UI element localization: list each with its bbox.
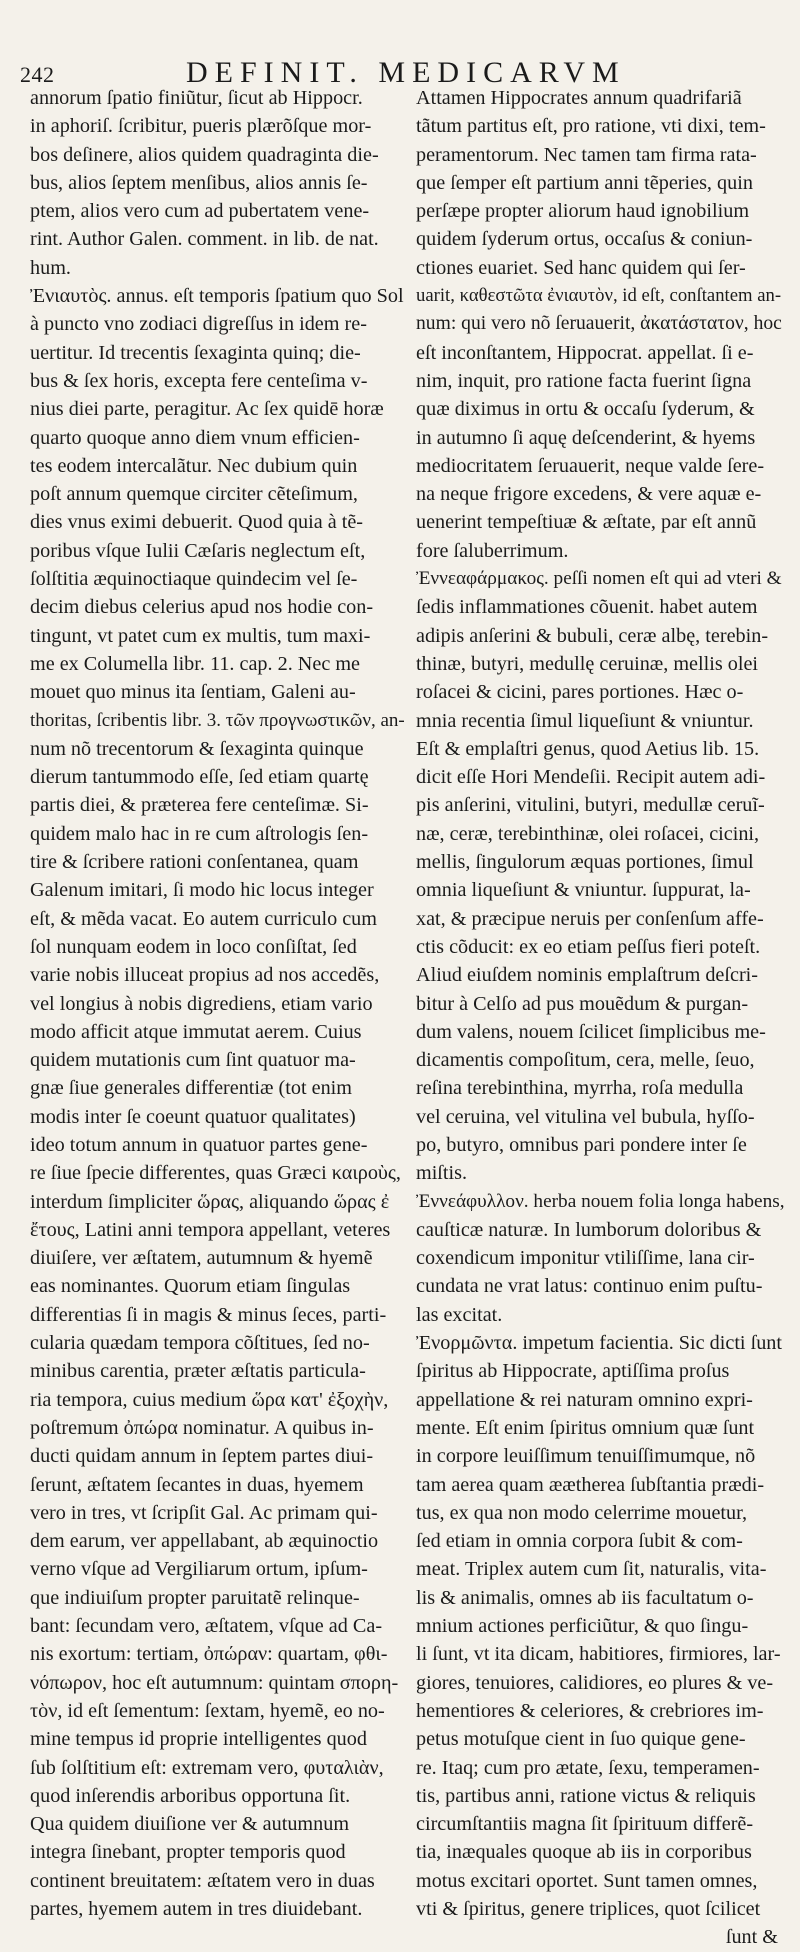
text-line: thinæ, butyri, medullę ceruinæ, mellis olei xyxy=(416,652,759,675)
text-line: mellis, ſingulorum æquas portiones, ſimul xyxy=(416,851,754,874)
text-line: cundata ne vrat latus: continuo enim puſtu- xyxy=(416,1275,763,1298)
text-line: ctiones euariet. Sed hanc quidem qui ſer- xyxy=(416,256,746,279)
text-line: ideo totum annum in quatuor partes gene- xyxy=(30,1133,368,1156)
text-line: uertitur. Id trecentis ſexaginta quinq; die- xyxy=(30,341,361,364)
text-line: dies vnus eximi debuerit. Quod quia à tẽ- xyxy=(30,511,364,534)
text-line: re ſiue ſpecie differentes, quas Græci καιροὺς, xyxy=(30,1162,401,1185)
text-line: poſtremum ὀπώρα nominatur. A quibus in- xyxy=(30,1416,374,1439)
text-line: diuiſere, ver æſtatem, autumnum & hyemẽ xyxy=(30,1247,373,1270)
text-line: Qua quidem diuiſione ver & autumnum xyxy=(30,1813,350,1836)
text-line: bitur à Celſo ad pus mouẽdum & purgan- xyxy=(416,992,749,1015)
text-line: mente. Eſt enim ſpiritus omnium quæ ſunt xyxy=(416,1416,755,1439)
text-line: tes eodem intercalãtur. Nec dubium quin xyxy=(30,454,358,477)
text-line: lis & animalis, omnes ab iis facultatum o- xyxy=(416,1586,754,1609)
text-line: thoritas, ſcribentis libr. 3. τῶν προγνωστικῶν, an- xyxy=(30,709,405,731)
text-line: na neque frigore excedens, & vere aquæ e- xyxy=(416,483,762,506)
text-line: in autumno ſi aquę deſcenderint, & hyems xyxy=(416,426,756,449)
text-line: Attamen Hippocrates annum quadrifariã xyxy=(416,87,742,109)
text-line: ſedis inflammationes cõuenit. habet autem xyxy=(416,596,758,619)
text-line: quidem mutationis cum ſint quatuor ma- xyxy=(30,1049,356,1072)
text-line: circumſtantiis magna ſit ſpirituum differẽ- xyxy=(416,1813,754,1836)
text-line: peramentorum. Nec tamen tam firma rata- xyxy=(416,143,757,166)
text-line: me ex Columella libr. 11. cap. 2. Nec me xyxy=(30,652,361,675)
text-line: quidem malo hac in re cum aſtrologis ſen- xyxy=(30,822,369,845)
text-line: ſed etiam in omnia corpora ſubit & com- xyxy=(416,1530,743,1553)
text-line: dem earum, ver appellabant, ab æquinoctio xyxy=(30,1530,379,1553)
text-line: dicit eſſe Hori Mendeſii. Recipit autem adi- xyxy=(416,766,766,789)
text-line: hum. xyxy=(30,256,71,279)
text-line: giores, tenuiores, calidiores, eo plures & ve- xyxy=(416,1671,774,1694)
text-line: adipis anſerini & bubuli, ceræ albę, terebin- xyxy=(416,624,769,647)
text-line: τὸν, id eſt ſementum: ſextam, hyemẽ, eo no- xyxy=(30,1699,385,1722)
text-line: roſacei & cicini, pares portiones. Hæc o- xyxy=(416,681,744,704)
text-line: meat. Triplex autem cum ſit, naturalis, vita- xyxy=(416,1558,767,1581)
text-line: nim, inquit, pro ratione facta fuerint ſigna xyxy=(416,369,752,392)
text-line: ducti quidam annum in ſeptem partes diui- xyxy=(30,1445,374,1468)
text-line: annorum ſpatio finiũtur, ſicut ab Hippocr. xyxy=(30,87,363,109)
text-line: miſtis. xyxy=(416,1162,468,1185)
text-line: tingunt, vt patet cum ex multis, tum maxi- xyxy=(30,624,371,647)
text-line: poſt annum quemque circiter cẽteſimum, xyxy=(30,483,358,506)
text-line: tam aerea quam æætherea ſubſtantia prædi- xyxy=(416,1473,765,1496)
text-line: differentias ſi in magis & minus ſeces, parti- xyxy=(30,1303,387,1326)
text-line: cularia quædam tempora cõſtitues, ſed no- xyxy=(30,1332,370,1355)
text-line: varie nobis illuceat propius ad nos accedẽs, xyxy=(30,964,380,987)
text-line: nis exortum: tertiam, ὀπώραν: quartam, φθι- xyxy=(30,1643,388,1666)
text-line: Galenum imitari, ſi modo hic locus integer xyxy=(30,879,374,902)
text-line: ſub ſolſtitium eſt: extremam vero, φυταλιὰν, xyxy=(30,1756,384,1779)
text-line: ſpiritus ab Hippocrate, aptiſſima proſus xyxy=(416,1360,730,1383)
text-line: mediocritatem ſeruauerit, neque valde ſere- xyxy=(416,454,765,477)
text-line: integra ſinebant, propter temporis quod xyxy=(30,1841,346,1864)
text-line: omnia liqueſiunt & vniuntur. ſuppurat, la- xyxy=(416,879,751,902)
text-line: minibus carentia, præter æſtatis particula- xyxy=(30,1360,366,1383)
text-line: vti & ſpiritus, genere triplices, quot ſcilicet xyxy=(416,1898,761,1920)
text-line: eas nominantes. Quorum etiam ſingulas xyxy=(30,1275,351,1298)
text-line: ſerunt, æſtatem ſecantes in duas, hyemem xyxy=(30,1473,364,1496)
text-line: dum valens, nouem ſcilicet ſimplicibus me- xyxy=(416,1020,766,1043)
text-line: pis anſerini, vitulini, butyri, medullæ ceruĩ- xyxy=(416,794,765,817)
text-line: tire & ſcribere rationi conſentanea, quam xyxy=(30,851,359,874)
text-line: continent breuitatem: æſtatem vero in duas xyxy=(30,1869,375,1892)
text-line: partis diei, & præterea fere centeſimæ. Si- xyxy=(30,794,369,817)
text-line: mnium actiones perficiũtur, & quo ſingu- xyxy=(416,1615,749,1638)
text-line: bus, alios ſeptem menſibus, alios annis ſe- xyxy=(30,171,368,194)
text-line: eſt, & mẽda vacat. Eo autem curriculo cum xyxy=(30,907,377,930)
text-line: num nõ trecentorum & ſexaginta quinque xyxy=(30,737,364,760)
text-line: vel longius à nobis digrediens, etiam vario xyxy=(30,992,373,1015)
text-line: xat, & præcipue neruis per conſenſum affe- xyxy=(416,907,764,930)
text-line: tis, partibus anni, ratione victus & reliquis xyxy=(416,1784,756,1807)
text-line: næ, ceræ, terebinthinæ, olei roſacei, cicini, xyxy=(416,822,760,845)
text-line: que indiuiſum propter paruitatẽ relinque- xyxy=(30,1586,360,1609)
text-line: Ἐννεαφάρμακος. peſſi nomen eſt qui ad vteri & xyxy=(416,568,782,590)
text-line: Eſt & emplaſtri genus, quod Aetius lib. 15. xyxy=(416,737,760,760)
text-line: reſina terebinthina, myrrha, roſa medulla xyxy=(416,1077,744,1100)
text-line: quod inſerendis arboribus opportuna ſit. xyxy=(30,1784,351,1807)
text-line: coxendicum imponitur vtiliſſime, lana cir- xyxy=(416,1247,755,1270)
text-line: li ſunt, vt ita dicam, habitiores, firmiores, lar- xyxy=(416,1643,781,1666)
text-line: perſæpe propter aliorum haud ignobilium xyxy=(416,200,750,223)
right-text-column xyxy=(416,84,786,1952)
text-line: in corpore leuiſſimum tenuiſſimumque, nõ xyxy=(416,1445,756,1468)
text-line: decim diebus celerius apud nos hodie con- xyxy=(30,596,374,619)
text-line: uarit, καθεστῶτα ἐνιαυτὸν, id eſt, conſtantem an- xyxy=(416,285,782,307)
text-line: num: qui vero nõ ſeruauerit, ἀκατάστατον, hoc xyxy=(416,313,782,335)
text-line: quarto quoque anno diem vnum efficien- xyxy=(30,426,360,449)
text-line: mouet quo minus ita ſentiam, Galeni au- xyxy=(30,681,356,704)
text-line: modis inter ſe coeunt quatuor qualitates) xyxy=(30,1105,356,1128)
text-line: cauſticæ naturæ. In lumborum doloribus & xyxy=(416,1218,762,1241)
text-line: Ἐνιαυτὸς. annus. eſt temporis ſpatium quo Sol xyxy=(30,285,404,308)
text-line: re. Itaq; cum pro ætate, ſexu, temperamen- xyxy=(416,1756,760,1779)
text-line: Ἐνορμῶντα. impetum facientia. Sic dicti ſunt xyxy=(416,1332,782,1355)
text-line: eſt inconſtantem, Hippocrat. appellat. ſi e- xyxy=(416,341,754,364)
running-title: DEFINIT. MEDICARVM xyxy=(186,56,626,89)
text-line: Aliud eiuſdem nominis emplaſtrum deſcri- xyxy=(416,964,758,987)
page-number: 242 xyxy=(20,62,55,87)
text-line: partes, hyemem autem in tres diuidebant. xyxy=(30,1898,363,1920)
text-line: dierum tantummodo eſſe, ſed etiam quartę xyxy=(30,766,369,789)
text-line: tus, ex qua non modo celerrime mouetur, xyxy=(416,1501,748,1524)
text-line: ἔτους, Latini anni tempora appellant, veteres xyxy=(30,1218,391,1241)
text-line: ria tempora, cuius medium ὥρα κατ' ἐξοχὴν, xyxy=(30,1388,389,1411)
text-line: rint. Author Galen. comment. in lib. de nat. xyxy=(30,228,379,251)
text-line: motus excitari oportet. Sunt tamen omnes, xyxy=(416,1869,758,1892)
text-line: interdum ſimpliciter ὥρας, aliquando ὥρας ἐ xyxy=(30,1190,390,1213)
text-line: modo afficit atque immutat aerem. Cuius xyxy=(30,1020,362,1043)
text-line: hementiores & celeriores, & crebriores im- xyxy=(416,1699,764,1722)
text-line: fore ſaluberrimum. xyxy=(416,539,569,562)
text-line: ctis cõducit: ex eo etiam peſſus fieri poteſt. xyxy=(416,935,761,958)
text-line: poribus vſque Iulii Cæſaris neglectum eſt, xyxy=(30,539,366,562)
text-line: tia, inæquales quoque ab iis in corporibus xyxy=(416,1841,752,1864)
left-text-column xyxy=(30,84,405,1923)
text-line: dicamentis compoſitum, cera, melle, ſeuo, xyxy=(416,1049,755,1072)
text-line: à puncto vno zodiaci digreſſus in idem re- xyxy=(30,313,367,336)
text-line: tãtum partitus eſt, pro ratione, vti dixi, tem- xyxy=(416,115,766,138)
text-line: Ἐννεάφυλλον. herba nouem folia longa habens, xyxy=(416,1190,785,1212)
text-line: quæ diximus in ortu & occaſu ſyderum, & xyxy=(416,398,755,421)
text-line: appellatione & rei naturam omnino expri- xyxy=(416,1388,753,1411)
text-line: bos deſinere, alios quidem quadraginta die- xyxy=(30,143,379,166)
text-line: gnæ ſiue generales differentiæ (tot enim xyxy=(30,1077,352,1100)
text-line: νόπωρον, hoc eſt autumnum: quintam σπορη- xyxy=(30,1671,399,1694)
text-line: bus & ſex horis, excepta fere centeſima v- xyxy=(30,369,368,392)
text-line: mine tempus id proprie intelligentes quod xyxy=(30,1728,367,1751)
text-line: ſol nunquam eodem in loco conſiſtat, ſed xyxy=(30,935,357,958)
text-line: las excitat. xyxy=(416,1303,503,1326)
text-line: bant: ſecundam vero, æſtatem, vſque ad Ca- xyxy=(30,1615,383,1638)
text-line: mnia recentia ſimul liqueſiunt & vniuntur. xyxy=(416,709,754,732)
text-line: vero in tres, vt ſcripſit Gal. Ac primam qui- xyxy=(30,1501,378,1524)
text-line: verno vſque ad Vergiliarum ortum, ipſum- xyxy=(30,1558,368,1581)
text-line: quidem ſyderum ortus, occaſus & coniun- xyxy=(416,228,753,251)
text-line: ſunt & xyxy=(725,1926,778,1949)
text-line: que ſemper eſt partium anni tẽperies, quin xyxy=(416,171,753,194)
text-line: uenerint tempeſtiuæ & æſtate, par eſt annũ xyxy=(416,511,757,534)
text-line: petus motuſque cient in ſuo quique gene- xyxy=(416,1728,746,1751)
text-line: vel ceruina, vel vitulina vel bubula, hyſſo- xyxy=(416,1105,755,1128)
text-line: nius diei parte, peragitur. Ac ſex quidē horæ xyxy=(30,398,384,421)
text-line: ptem, alios vero cum ad pubertatem vene- xyxy=(30,200,370,223)
text-line: po, butyro, omnibus pari pondere inter ſe xyxy=(416,1133,747,1156)
text-line: in aphoriſ. ſcribitur, pueris plærõſque mor- xyxy=(30,115,372,138)
text-line: ſolſtitia æquinoctiaque quindecim vel ſe- xyxy=(30,568,358,591)
